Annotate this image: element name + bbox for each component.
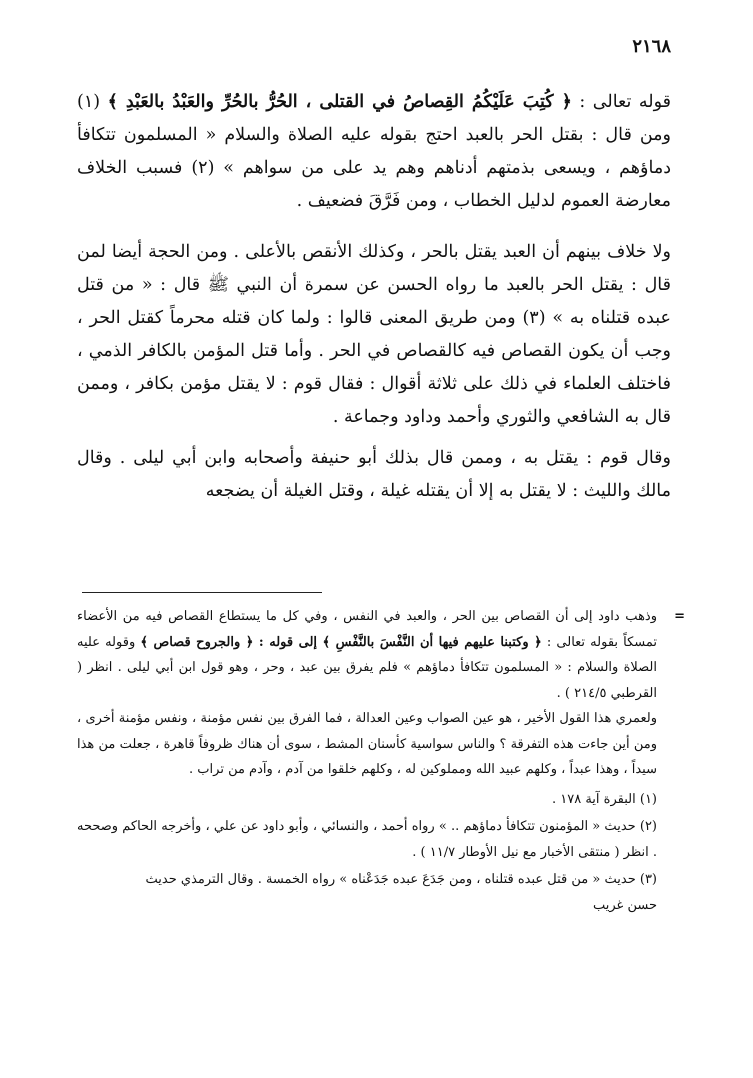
footnote-continuation-a: وذهب داود إلى أن القصاص بين الحر ، والعبد في النفس ، وفي كل ما يستطاع القصاص فيه من الأعضاء تمسكاً بقوله تعالى : [77, 609, 658, 650]
footnote-2: (٢) حديث « المؤمنون تتكافأ دماؤهم .. » رواه أحمد ، والنسائي ، وأبو داود عن علي ، وأخرجه الحاكم وصححه . انظر ( منتقى الأخبار مع نيل الأوطار ١١/٧ ) . [77, 819, 657, 860]
footnote-3 [77, 867, 671, 918]
footnote-commentary: ولعمري هذا القول الأخير ، هو عين الصواب وعين العدالة ، فما الفرق بين نفس مؤمنة ، ونفس مؤمنة أخرى ، ومن أين جاءت هذه التفرقة ؟ والناس سواسية كأسنان المشط ، سوى أن هناك ظروفاً قاهرة ، جعلت من هذا سيداً ، وهذا عبداً ، وكلهم عبيد الله ومملوكين له ، وكلهم خلقوا من آدم ، وآدم من تراب . [77, 711, 657, 777]
paragraph-2: ولا خلاف بينهم أن العبد يقتل بالحر ، وكذلك الأنقص بالأعلى . ومن الحجة أيضا لمن قال : يقتل الحر بالعبد ما رواه الحسن عن سمرة أن النبي ﷺ قال : « من قتل عبده قتلناه به » (٣) ومن طريق المعنى قالوا : ولما كان قتله محرماً كقتل الحر ، وجب أن يكون القصاص فيه كالقصاص في الحر . وأما قتل المؤمن بالكافر الذمي ، فاختلف العلماء في ذلك على ثلاثة أقوال : فقال قوم : لا يقتل مؤمن بكافر ، وممن قال به الشافعي والثوري وأحمد وداود وجماعة . [77, 242, 672, 427]
main-text [77, 86, 671, 508]
paragraph-1-body: (١) ومن قال : بقتل الحر بالعبد احتج بقوله عليه الصلاة والسلام « المسلمون تتكافأ دماؤهم ، ويسعى بذمتهم أدناهم وهم يد على من سواهم » (٢) فسبب الخلاف معارضة العموم لدليل الخطاب ، ومن فَرَّقَ فضعيف . [77, 92, 671, 211]
footnotes [77, 604, 685, 918]
footnote-1: (١) البقرة آية ١٧٨ . [551, 791, 657, 807]
footnote-continuation-c: وقوله عليه الصلاة والسلام : « المسلمون تتكافأ دماؤهم » فلم يفرق بين عبد ، وحر ، وهو قول ابن أبي ليلى . انظر ( القرطبي ٢١٤/٥ ) . [77, 634, 657, 701]
quran-verse: ﴿ كُتِبَ عَلَيْكُمُ القِصاصُ في القتلى ، الحُرُّ بالحُرِّ والعَبْدُ بالعَبْدِ ﴾ [107, 92, 572, 112]
footnote-3-text: (٣) حديث « من قتل عبده قتلناه ، ومن جَدَعَ عبده جَدَعْناه » رواه الخمسة . وقال الترمذي حديث [145, 872, 657, 887]
footnote-verse: ﴿ وكتبنا عليهم فيها أن النَّفْسَ بالنَّفْسِ ﴾ إلى قوله : ﴿ والجروح قصاص ﴾ [140, 634, 542, 650]
page-number: ٢١٦٨ [632, 36, 671, 57]
paragraph-1 [77, 86, 671, 218]
paragraph-3: وقال قوم : يقتل به ، وممن قال بذلك أبو حنيفة وأصحابه وابن أبي ليلى . وقال مالك والليث : لا يقتل به إلا أن يقتله غيلة ، وقتل الغيلة أن يضجعه [77, 448, 671, 501]
continuation-mark: = [674, 609, 685, 624]
footnote-continuation [77, 604, 685, 706]
footnote-3-end: حسن غريب [592, 897, 657, 913]
paragraph-1-intro: قوله تعالى : [571, 92, 671, 112]
footnote-divider [82, 592, 322, 593]
